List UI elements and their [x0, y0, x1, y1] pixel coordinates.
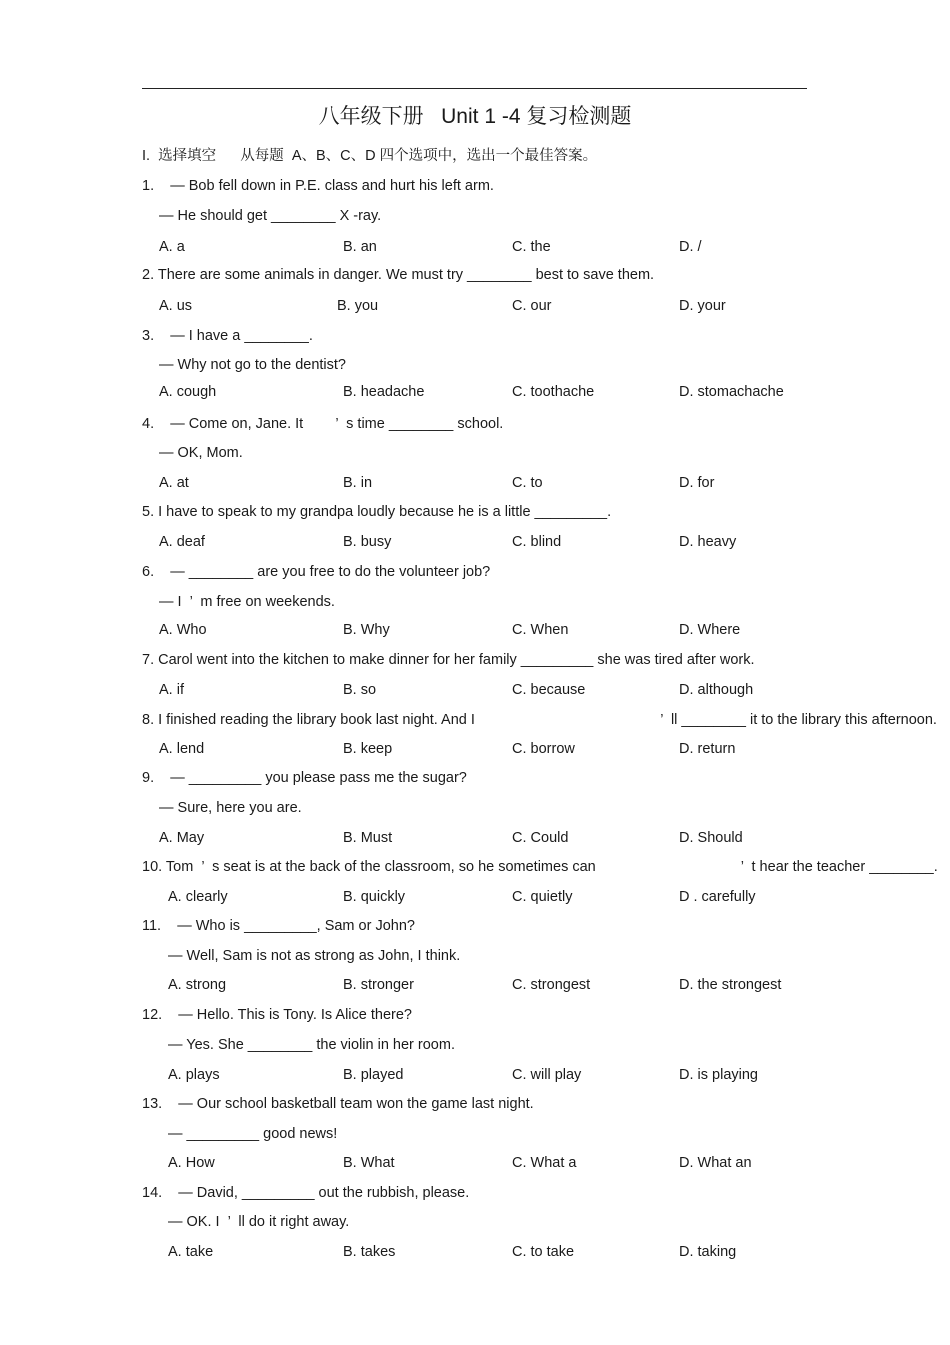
question-11-option-c: C. strongest: [512, 977, 591, 993]
question-3-option-d: D. stomachache: [679, 384, 784, 400]
question-6-option-c: C. When: [512, 622, 569, 638]
question-14-line-2: — OK. I ’ ll do it right away.: [168, 1214, 350, 1230]
question-3-option-a: A. cough: [159, 384, 217, 400]
question-8-option-c: C. borrow: [512, 741, 575, 757]
question-10-option-d: D . carefully: [679, 889, 756, 905]
question-4-line-2: — OK, Mom.: [159, 445, 243, 461]
question-3-line-2: — Why not go to the dentist?: [159, 357, 346, 373]
question-5-option-d: D. heavy: [679, 534, 737, 550]
question-13-option-c: C. What a: [512, 1155, 577, 1171]
question-8-option-b: B. keep: [343, 741, 393, 757]
question-6-option-a: A. Who: [159, 622, 207, 638]
question-4-option-d: D. for: [679, 475, 715, 491]
question-10-option-c: C. quietly: [512, 889, 573, 905]
question-12-line-2: — Yes. She ________ the violin in her room.: [168, 1037, 455, 1053]
question-1-line-1: 1. — Bob fell down in P.E. class and hurt his left arm.: [142, 178, 494, 194]
question-9-option-d: D. Should: [679, 830, 743, 846]
question-11-line-1: 11. — Who is _________, Sam or John?: [142, 918, 415, 934]
question-8-line-1: 8. I finished reading the library book last night. And I ’ ll ________ it to the library this afternoon.: [142, 712, 937, 728]
question-9-option-a: A. May: [159, 830, 205, 846]
question-7-option-c: C. because: [512, 682, 586, 698]
question-4-line-1: 4. — Come on, Jane. It ’ s time ________ school.: [142, 416, 504, 432]
question-5-option-b: B. busy: [343, 534, 392, 550]
question-8-option-d: D. return: [679, 741, 736, 757]
question-4-option-a: A. at: [159, 475, 189, 491]
question-14-option-c: C. to take: [512, 1244, 575, 1260]
question-10-line-1: 10. Tom ’ s seat is at the back of the classroom, so he sometimes can ’ t hear the teacher ________.: [142, 859, 938, 875]
question-9-line-2: — Sure, here you are.: [159, 800, 302, 816]
question-14-option-d: D. taking: [679, 1244, 737, 1260]
question-7-option-a: A. if: [159, 682, 184, 698]
question-2-option-c: C. our: [512, 298, 552, 314]
question-1-option-c: C. the: [512, 239, 551, 255]
question-14-option-b: B. takes: [343, 1244, 396, 1260]
question-12-option-d: D. is playing: [679, 1067, 758, 1083]
question-2-option-a: A. us: [159, 298, 193, 314]
question-13-line-2: — _________ good news!: [168, 1126, 338, 1142]
question-10-option-b: B. quickly: [343, 889, 406, 905]
question-9-option-c: C. Could: [512, 830, 569, 846]
question-14-line-1: 14. — David, _________ out the rubbish, please.: [142, 1185, 470, 1201]
question-12-option-a: A. plays: [168, 1067, 220, 1083]
question-5-option-a: A. deaf: [159, 534, 205, 550]
question-11-line-2: — Well, Sam is not as strong as John, I think.: [168, 948, 461, 964]
question-14-option-a: A. take: [168, 1244, 214, 1260]
question-2-option-d: D. your: [679, 298, 726, 314]
question-6-option-d: D. Where: [679, 622, 741, 638]
question-6-line-2: — I ’ m free on weekends.: [159, 594, 335, 610]
question-13-option-d: D. What an: [679, 1155, 752, 1171]
question-6-option-b: B. Why: [343, 622, 390, 638]
question-1-option-d: D. /: [679, 239, 702, 255]
question-3-line-1: 3. — I have a ________.: [142, 328, 313, 344]
question-1-option-b: B. an: [343, 239, 377, 255]
question-6-line-1: 6. — ________ are you free to do the volunteer job?: [142, 564, 491, 580]
question-11-option-b: B. stronger: [343, 977, 414, 993]
header-rule: [142, 88, 807, 89]
question-11-option-a: A. strong: [168, 977, 227, 993]
question-12-line-1: 12. — Hello. This is Tony. Is Alice there?: [142, 1007, 412, 1023]
question-13-option-b: B. What: [343, 1155, 395, 1171]
question-11-option-d: D. the strongest: [679, 977, 782, 993]
question-7-line-1: 7. Carol went into the kitchen to make dinner for her family _________ she was tired after work.: [142, 652, 755, 668]
question-2-option-b: B. you: [337, 298, 379, 314]
question-4-option-b: B. in: [343, 475, 373, 491]
question-5-option-c: C. blind: [512, 534, 562, 550]
question-3-option-c: C. toothache: [512, 384, 595, 400]
page-title: 八年级下册 Unit 1 -4 复习检测题: [318, 105, 632, 128]
question-10-option-a: A. clearly: [168, 889, 228, 905]
question-1-option-a: A. a: [159, 239, 185, 255]
question-1-line-2: — He should get ________ X -ray.: [159, 208, 382, 224]
question-2-line-1: 2. There are some animals in danger. We must try ________ best to save them.: [142, 267, 655, 283]
section-heading: I. 选择填空 从每题 A、B、C、D 四个选项中，选出一个最佳答案。: [142, 148, 598, 164]
question-8-option-a: A. lend: [159, 741, 205, 757]
question-9-option-b: B. Must: [343, 830, 393, 846]
question-9-line-1: 9. — _________ you please pass me the sugar?: [142, 770, 467, 786]
question-13-line-1: 13. — Our school basketball team won the game last night.: [142, 1096, 534, 1112]
question-7-option-d: D. although: [679, 682, 754, 698]
question-4-option-c: C. to: [512, 475, 543, 491]
question-12-option-c: C. will play: [512, 1067, 582, 1083]
question-5-line-1: 5. I have to speak to my grandpa loudly because he is a little _________.: [142, 504, 612, 520]
question-7-option-b: B. so: [343, 682, 377, 698]
question-13-option-a: A. How: [168, 1155, 215, 1171]
question-3-option-b: B. headache: [343, 384, 425, 400]
question-12-option-b: B. played: [343, 1067, 404, 1083]
